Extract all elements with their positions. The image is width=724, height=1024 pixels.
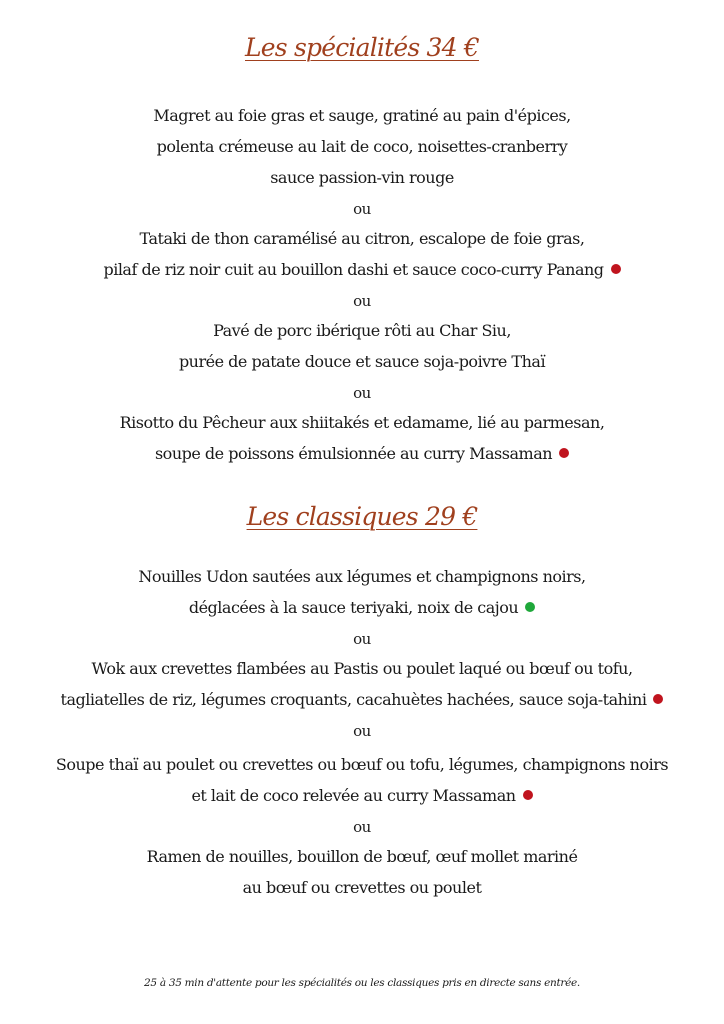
spicy-dot-icon — [653, 694, 663, 704]
menu-line: Magret au foie gras et sauge, gratiné au pain d'épices, — [153, 106, 571, 125]
menu-line: Wok aux crevettes flambées au Pastis ou poulet laqué ou bœuf ou tofu, — [91, 659, 633, 678]
menu-line: Tataki de thon caramélisé au citron, escalope de foie gras, — [139, 229, 585, 248]
menu-line-text: et lait de coco relevée au curry Massaman — [191, 786, 516, 805]
ou-separator: ou — [353, 818, 371, 836]
menu-line-text: pilaf de riz noir cuit au bouillon dashi et sauce coco-curry Panang — [103, 260, 604, 279]
spicy-dot-icon — [611, 264, 621, 274]
menu-line-spicy — [0, 690, 724, 709]
classiques-title: Les classiques 29 € — [246, 502, 478, 531]
menu-line: purée de patate douce et sauce soja-poivre Thaï — [178, 352, 546, 371]
menu-line: au bœuf ou crevettes ou poulet — [242, 878, 482, 897]
menu-line: polenta crémeuse au lait de coco, noisettes-cranberry — [156, 137, 568, 156]
ou-separator: ou — [353, 722, 371, 740]
menu-line: Risotto du Pêcheur aux shiitakés et edamame, lié au parmesan, — [119, 413, 605, 432]
menu-line-spicy — [0, 786, 724, 805]
menu-line-vegetarian — [0, 598, 724, 617]
ou-separator: ou — [353, 292, 371, 310]
vegetarian-dot-icon — [525, 602, 535, 612]
spicy-dot-icon — [523, 790, 533, 800]
menu-line-spicy — [0, 260, 724, 279]
menu-line-spicy — [0, 444, 724, 463]
menu-line: Soupe thaï au poulet ou crevettes ou bœuf ou tofu, légumes, champignons noirs — [55, 755, 669, 774]
menu-line-text: déglacées à la sauce teriyaki, noix de cajou — [188, 598, 519, 617]
ou-separator: ou — [353, 384, 371, 402]
menu-line: sauce passion-vin rouge — [270, 168, 454, 187]
footnote: 25 à 35 min d'attente pour les spécialités ou les classiques pris en directe sans entrée. — [144, 977, 580, 989]
menu-line: Nouilles Udon sautées aux légumes et champignons noirs, — [138, 567, 586, 586]
menu-line: Pavé de porc ibérique rôti au Char Siu, — [213, 321, 511, 340]
spicy-dot-icon — [559, 448, 569, 458]
ou-separator: ou — [353, 630, 371, 648]
menu-line-text: soupe de poissons émulsionnée au curry Massaman — [154, 444, 553, 463]
menu-line-text: tagliatelles de riz, légumes croquants, cacahuètes hachées, sauce soja-tahini — [60, 690, 647, 709]
specialites-title: Les spécialités 34 € — [245, 33, 479, 62]
menu-line: Ramen de nouilles, bouillon de bœuf, œuf mollet mariné — [146, 847, 578, 866]
ou-separator: ou — [353, 200, 371, 218]
